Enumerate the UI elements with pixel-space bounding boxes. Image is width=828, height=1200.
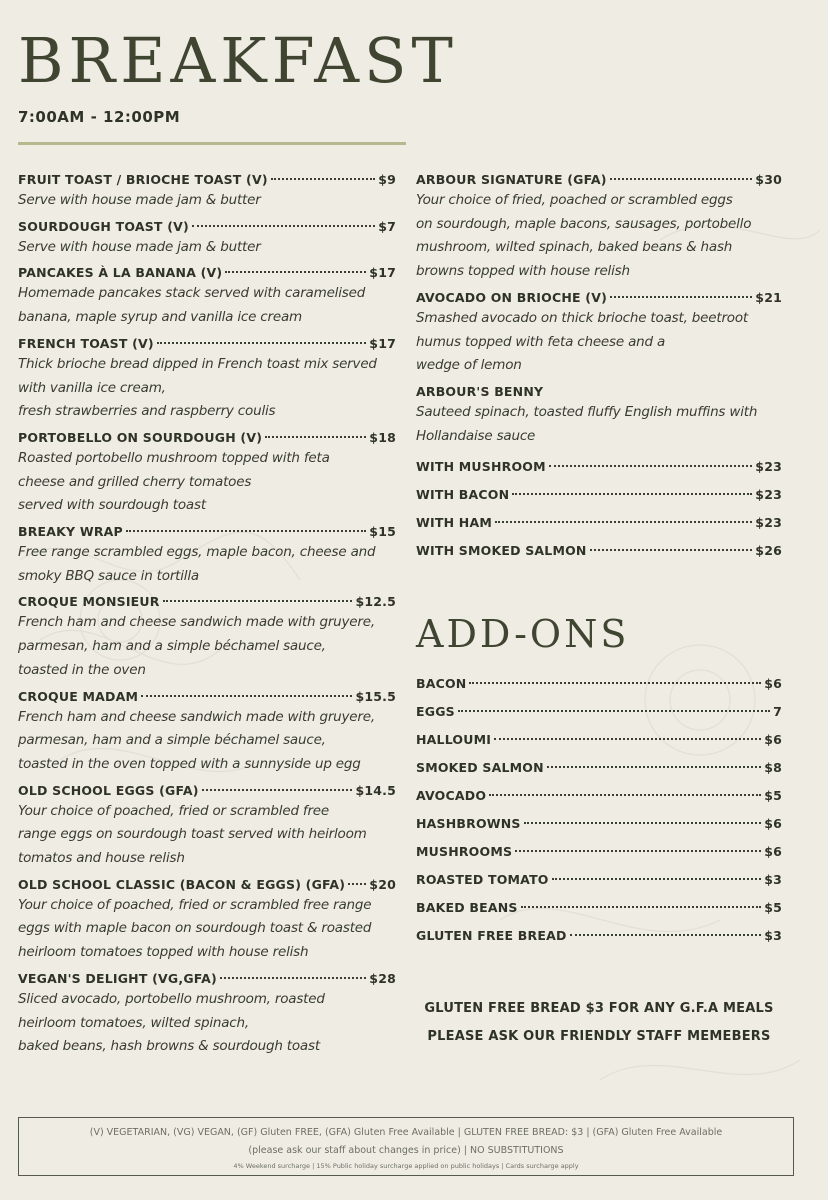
menu-item-name: GLUTEN FREE BREAD: [416, 928, 567, 944]
description-line: Serve with house made jam & butter: [18, 238, 261, 255]
menu-item-header: [416, 541, 782, 560]
description-line: heirloom tomatoes, wilted spinach,: [18, 1014, 249, 1031]
dot-leader: [494, 738, 761, 740]
description-line: browns topped with house relish: [416, 263, 630, 280]
menu-item: [18, 428, 396, 518]
menu-item-price: 7: [773, 704, 782, 720]
menu-item-header: [416, 288, 782, 307]
description-line: Your choice of poached, fried or scrambled free range: [18, 896, 372, 913]
menu-item: [18, 687, 396, 777]
menu-item-name: PANCAKES À LA BANANA (V): [18, 265, 223, 281]
menu-item-description: [18, 988, 396, 1059]
menu-item-header: [18, 263, 396, 282]
description-line: Serve with house made jam & butter: [18, 192, 261, 208]
benny-options: [416, 457, 782, 560]
menu-item-header: [416, 674, 782, 693]
menu-item: [416, 786, 782, 805]
description-line: fresh strawberries and raspberry coulis: [18, 403, 276, 420]
dot-leader: [220, 977, 366, 979]
dot-leader: [348, 883, 366, 885]
menu-item-header: [416, 870, 782, 889]
menu-item-price: $3: [764, 928, 782, 944]
dot-leader: [265, 436, 366, 438]
menu-item: [18, 969, 396, 1059]
menu-item-description: [18, 800, 396, 871]
menu-item-price: $6: [764, 844, 782, 860]
menu-item-description: [416, 189, 782, 284]
menu-item-description: [18, 282, 396, 329]
menu-item-header: [416, 926, 782, 945]
menu-item: [416, 485, 782, 504]
menu-item-name: BREAKY WRAP: [18, 524, 123, 540]
description-line: French ham and cheese sandwich made with gruyere,: [18, 614, 375, 631]
menu-item: [416, 288, 782, 378]
menu-item-header: [416, 730, 782, 749]
dot-leader: [192, 225, 375, 227]
dot-leader: [469, 682, 761, 684]
menu-item-price: $28: [369, 970, 396, 986]
dot-leader: [489, 794, 761, 796]
dot-leader: [547, 766, 761, 768]
menu-item-name: FRUIT TOAST / BRIOCHE TOAST (V): [18, 172, 268, 187]
dot-leader: [271, 178, 375, 180]
menu-legend-footer: [18, 1117, 794, 1176]
menu-item-name: HASHBROWNS: [416, 816, 521, 832]
description-line: eggs with maple bacon on sourdough toast & roasted: [18, 920, 372, 937]
dot-leader: [570, 934, 762, 936]
dot-leader: [141, 695, 352, 697]
menu-item-price: $7: [378, 218, 396, 234]
menu-item-header: [416, 457, 782, 476]
title-divider: [18, 142, 406, 145]
dot-leader: [524, 822, 762, 824]
menu-item-name: BAKED BEANS: [416, 900, 518, 916]
description-line: Your choice of poached, fried or scrambled free: [18, 802, 330, 819]
menu-item: [18, 522, 396, 588]
footer-substitutions: (please ask our staff about changes in price) | NO SUBSTITUTIONS: [248, 1145, 564, 1156]
menu-item: [18, 263, 396, 329]
menu-item-header: [416, 758, 782, 777]
dot-leader: [552, 878, 762, 880]
dot-leader: [590, 549, 753, 551]
menu-item-name: HALLOUMI: [416, 732, 492, 748]
menu-item-price: $6: [764, 732, 782, 748]
menu-item: [416, 870, 782, 889]
menu-item-description: [18, 541, 396, 588]
menu-item-header: [18, 687, 396, 706]
menu-item: [18, 217, 396, 260]
description-line: humus topped with feta cheese and a: [416, 333, 666, 350]
menu-item-price: $18: [369, 429, 396, 445]
menu-item-description: [18, 447, 396, 518]
gluten-free-note: [416, 995, 782, 1051]
description-line: Homemade pancakes stack served with caramelised: [18, 285, 366, 302]
menu-item-header: [416, 170, 782, 189]
menu-item-name: MUSHROOMS: [416, 844, 513, 860]
menu-item-price: $20: [369, 876, 396, 892]
page-title: BREAKFAST: [18, 24, 458, 97]
dot-leader: [225, 271, 366, 273]
menu-item-header: [416, 814, 782, 833]
dot-leader: [202, 789, 353, 791]
menu-item-price: $6: [764, 676, 782, 692]
dot-leader: [163, 600, 353, 602]
menu-item-name: AVOCADO ON BRIOCHE (V): [416, 289, 608, 305]
description-line: Thick brioche bread dipped in French toast mix served: [18, 355, 377, 372]
description-line: Roasted portobello mushroom topped with feta: [18, 449, 330, 466]
description-line: Your choice of fried, poached or scrambled eggs: [416, 192, 733, 208]
menu-item: [18, 875, 396, 965]
addons-title: ADD-ONS: [416, 612, 630, 657]
menu-item-price: $23: [755, 515, 782, 531]
description-line: banana, maple syrup and vanilla ice cream: [18, 309, 303, 326]
description-line: Hollandaise sauce: [416, 427, 536, 444]
menu-item-price: $26: [755, 543, 782, 559]
menu-item-price: $15: [369, 524, 396, 540]
menu-item: [416, 702, 782, 721]
menu-item: [416, 541, 782, 560]
menu-item-name: VEGAN'S DELIGHT (VG,GFA): [18, 970, 217, 986]
left-menu-column: [18, 166, 396, 1059]
description-line: baked beans, hash browns & sourdough toast: [18, 1038, 320, 1055]
menu-item-name: EGGS: [416, 704, 455, 720]
menu-item-name: WITH BACON: [416, 487, 510, 503]
menu-item: [416, 170, 782, 284]
description-line: wedge of lemon: [416, 357, 522, 374]
menu-item-name: CROQUE MADAM: [18, 688, 139, 704]
dot-leader: [495, 521, 752, 523]
menu-item-description: [18, 706, 396, 777]
menu-item-header: [416, 786, 782, 805]
menu-item-price: $8: [764, 760, 782, 776]
menu-item-name: ARBOUR SIGNATURE (GFA): [416, 172, 607, 187]
menu-item-header: [416, 702, 782, 721]
menu-item-header: [18, 334, 396, 353]
menu-item: [416, 674, 782, 693]
description-line: French ham and cheese sandwich made with gruyere,: [18, 708, 375, 725]
menu-item: [416, 513, 782, 532]
dot-leader: [157, 342, 366, 344]
right-menu-column: [416, 166, 782, 1051]
menu-item-price: $15.5: [355, 688, 396, 704]
description-line: cheese and grilled cherry tomatoes: [18, 473, 252, 490]
menu-item-price: $23: [755, 487, 782, 503]
menu-item-price: $6: [764, 816, 782, 832]
menu-item-description: [416, 401, 782, 448]
menu-item-name: OLD SCHOOL EGGS (GFA): [18, 782, 199, 798]
menu-item: [18, 334, 396, 424]
menu-item-name: WITH HAM: [416, 515, 492, 531]
description-line: served with sourdough toast: [18, 497, 206, 514]
description-line: mushroom, wilted spinach, baked beans & hash: [416, 239, 733, 256]
menu-item-name: PORTOBELLO ON SOURDOUGH (V): [18, 429, 263, 445]
menu-item-header: [18, 170, 396, 189]
description-line: Free range scrambled eggs, maple bacon, cheese and: [18, 544, 376, 561]
menu-item-name: SMOKED SALMON: [416, 760, 544, 776]
dot-leader: [610, 296, 752, 298]
menu-item-name: BACON: [416, 676, 467, 692]
menu-item-price: $12.5: [355, 594, 396, 610]
dot-leader: [610, 178, 753, 180]
description-line: heirloom tomatoes topped with house relish: [18, 944, 309, 961]
footer-legend: (V) VEGETARIAN, (VG) VEGAN, (GF) Gluten FREE, (GFA) Gluten Free Available | GLUTEN FREE BREAD: $3 | (GFA) Gluten Free Available: [89, 1127, 723, 1138]
menu-item-header: [18, 428, 396, 447]
menu-item-description: [18, 189, 396, 213]
menu-item-price: $23: [755, 459, 782, 475]
menu-item-header: [416, 513, 782, 532]
description-line: Sliced avocado, portobello mushroom, roasted: [18, 990, 325, 1007]
menu-item: [416, 898, 782, 917]
menu-item-description: [416, 307, 782, 378]
dot-leader: [126, 530, 366, 532]
gluten-free-note-line1: GLUTEN FREE BREAD $3 FOR ANY G.F.A MEALS: [424, 1001, 774, 1017]
menu-item-price: $30: [755, 172, 782, 187]
menu-item: [18, 781, 396, 871]
description-line: smoky BBQ sauce in tortilla: [18, 567, 199, 584]
menu-item-name: OLD SCHOOL CLASSIC (BACON & EGGS) (GFA): [18, 876, 346, 892]
menu-item-price: $9: [378, 172, 396, 187]
signature-items: [416, 170, 782, 448]
menu-item-price: $5: [764, 900, 782, 916]
menu-item-name: AVOCADO: [416, 788, 487, 804]
description-line: range eggs on sourdough toast served with heirloom: [18, 826, 367, 843]
description-line: parmesan, ham and a simple béchamel sauce,: [18, 732, 326, 749]
description-line: Sauteed spinach, toasted fluffy English muffins with: [416, 403, 758, 420]
menu-item: [416, 730, 782, 749]
description-line: toasted in the oven: [18, 661, 146, 678]
menu-item-header: [18, 217, 396, 236]
menu-item-header: [416, 485, 782, 504]
menu-item-header: [18, 592, 396, 611]
description-line: on sourdough, maple bacons, sausages, portobello: [416, 215, 752, 232]
menu-item-name: WITH SMOKED SALMON: [416, 543, 587, 559]
description-line: with vanilla ice cream,: [18, 379, 166, 396]
menu-item: [416, 382, 782, 448]
menu-item: [416, 814, 782, 833]
dot-leader: [549, 465, 753, 467]
menu-item-price: $21: [755, 289, 782, 305]
footer-surcharges: 4% Weekend surcharge | 15% Public holiday surcharge applied on public holidays | Cards surcharge apply: [233, 1162, 579, 1170]
menu-item-price: $3: [764, 872, 782, 888]
menu-item-header: [18, 875, 396, 894]
menu-item-description: [18, 611, 396, 682]
menu-item-header: [416, 898, 782, 917]
addons-list: [416, 674, 782, 945]
menu-item-header: [18, 781, 396, 800]
dot-leader: [521, 906, 762, 908]
menu-item: [416, 926, 782, 945]
menu-item-name: CROQUE MONSIEUR: [18, 594, 160, 610]
menu-item-name: WITH MUSHROOM: [416, 459, 546, 475]
description-line: Smashed avocado on thick brioche toast, beetroot: [416, 309, 749, 326]
menu-item-name: FRENCH TOAST (V): [18, 335, 154, 351]
menu-item-price: $17: [369, 265, 396, 281]
menu-item-name: SOURDOUGH TOAST (V): [18, 218, 189, 234]
menu-item: [416, 457, 782, 476]
menu-item: [18, 592, 396, 682]
gluten-free-note-line2: PLEASE ASK OUR FRIENDLY STAFF MEMEBERS: [427, 1029, 771, 1045]
opening-hours: 7:00AM - 12:00PM: [18, 108, 181, 126]
dot-leader: [512, 493, 752, 495]
description-line: toasted in the oven topped with a sunnyside up egg: [18, 755, 361, 772]
menu-item-price: $14.5: [355, 782, 396, 798]
description-line: tomatos and house relish: [18, 850, 185, 867]
menu-item-description: [18, 894, 396, 965]
menu-item-name: ROASTED TOMATO: [416, 872, 549, 888]
menu-item-price: $17: [369, 335, 396, 351]
description-line: parmesan, ham and a simple béchamel sauce,: [18, 638, 326, 655]
dot-leader: [515, 850, 761, 852]
menu-item-price: $5: [764, 788, 782, 804]
menu-item-description: [18, 236, 396, 260]
menu-item-header: [416, 842, 782, 861]
dot-leader: [458, 710, 770, 712]
menu-item-name: ARBOUR'S BENNY: [416, 383, 544, 399]
menu-item: [416, 842, 782, 861]
menu-item: [416, 758, 782, 777]
menu-item: [18, 170, 396, 213]
menu-item-description: [18, 353, 396, 424]
menu-item-header: [416, 382, 782, 401]
menu-item-header: [18, 969, 396, 988]
menu-item-header: [18, 522, 396, 541]
